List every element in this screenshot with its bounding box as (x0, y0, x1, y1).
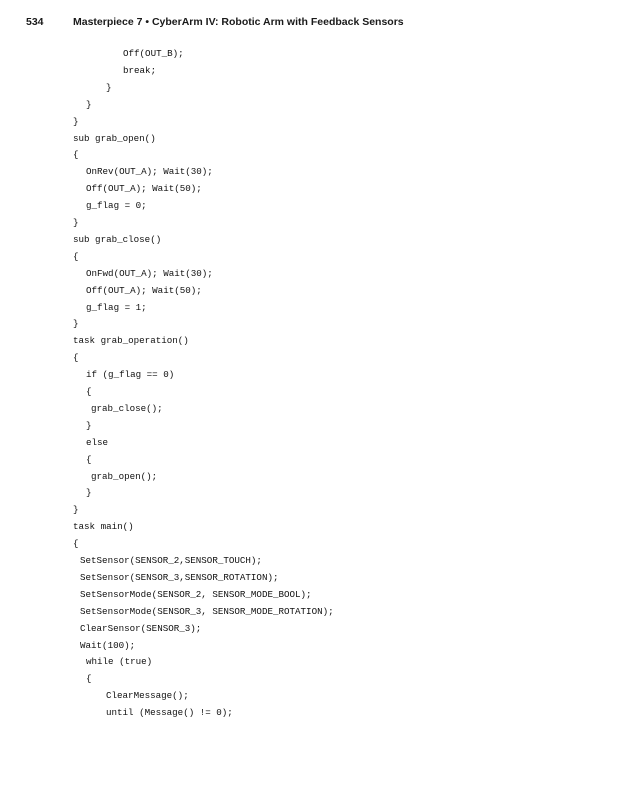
code-line: SetSensor(SENSOR_3,SENSOR_ROTATION); (80, 571, 279, 583)
code-line: Off(OUT_A); Wait(50); (86, 183, 202, 195)
code-line: } (86, 98, 92, 110)
code-line: else (86, 436, 109, 448)
code-line: sub grab_open() (73, 132, 156, 144)
code-line: } (73, 115, 79, 127)
code-line: Off(OUT_B); (123, 48, 184, 59)
code-line: Wait(100); (80, 639, 136, 651)
code-line: } (73, 217, 79, 228)
code-line: } (106, 81, 112, 93)
code-line: { (73, 352, 79, 364)
code-line: g_flag = 0; (86, 200, 147, 212)
code-line: OnRev(OUT_A); Wait(30); (86, 166, 213, 178)
code-line: SetSensorMode(SENSOR_3, SENSOR_MODE_ROTATION); (80, 605, 334, 617)
code-line: ClearMessage(); (106, 690, 189, 702)
code-line: ClearSensor(SENSOR_3); (80, 622, 202, 634)
code-line: { (86, 673, 92, 685)
code-line: } (86, 487, 92, 499)
code-line: } (86, 419, 92, 431)
code-line: OnFwd(OUT_A); Wait(30); (86, 267, 213, 279)
page-number: 534 (26, 16, 44, 28)
code-line: { (73, 250, 79, 262)
code-line: Off(OUT_A); Wait(50); (86, 284, 202, 296)
code-line: while (true) (86, 656, 153, 668)
code-line: g_flag = 1; (86, 301, 147, 313)
code-line: task main() (73, 521, 134, 533)
code-line: if (g_flag == 0) (86, 369, 175, 381)
code-line: sub grab_close() (73, 233, 162, 245)
code-line: until (Message() != 0); (106, 707, 233, 719)
code-line: task grab_operation() (73, 335, 189, 347)
code-line: SetSensorMode(SENSOR_2, SENSOR_MODE_BOOL); (80, 588, 312, 600)
code-line: break; (123, 64, 157, 76)
code-line: { (86, 386, 92, 397)
code-line: } (73, 504, 79, 516)
code-line: grab_open(); (91, 470, 158, 482)
code-line: grab_close(); (91, 402, 163, 414)
code-line: { (86, 453, 92, 465)
code-line: SetSensor(SENSOR_2,SENSOR_TOUCH); (80, 555, 262, 566)
code-line: { (73, 538, 79, 550)
page-header (0, 12, 644, 34)
code-line: { (73, 149, 79, 161)
code-line: } (73, 318, 79, 330)
running-title: Masterpiece 7 • CyberArm IV: Robotic Arm with Feedback Sensors (73, 16, 404, 28)
